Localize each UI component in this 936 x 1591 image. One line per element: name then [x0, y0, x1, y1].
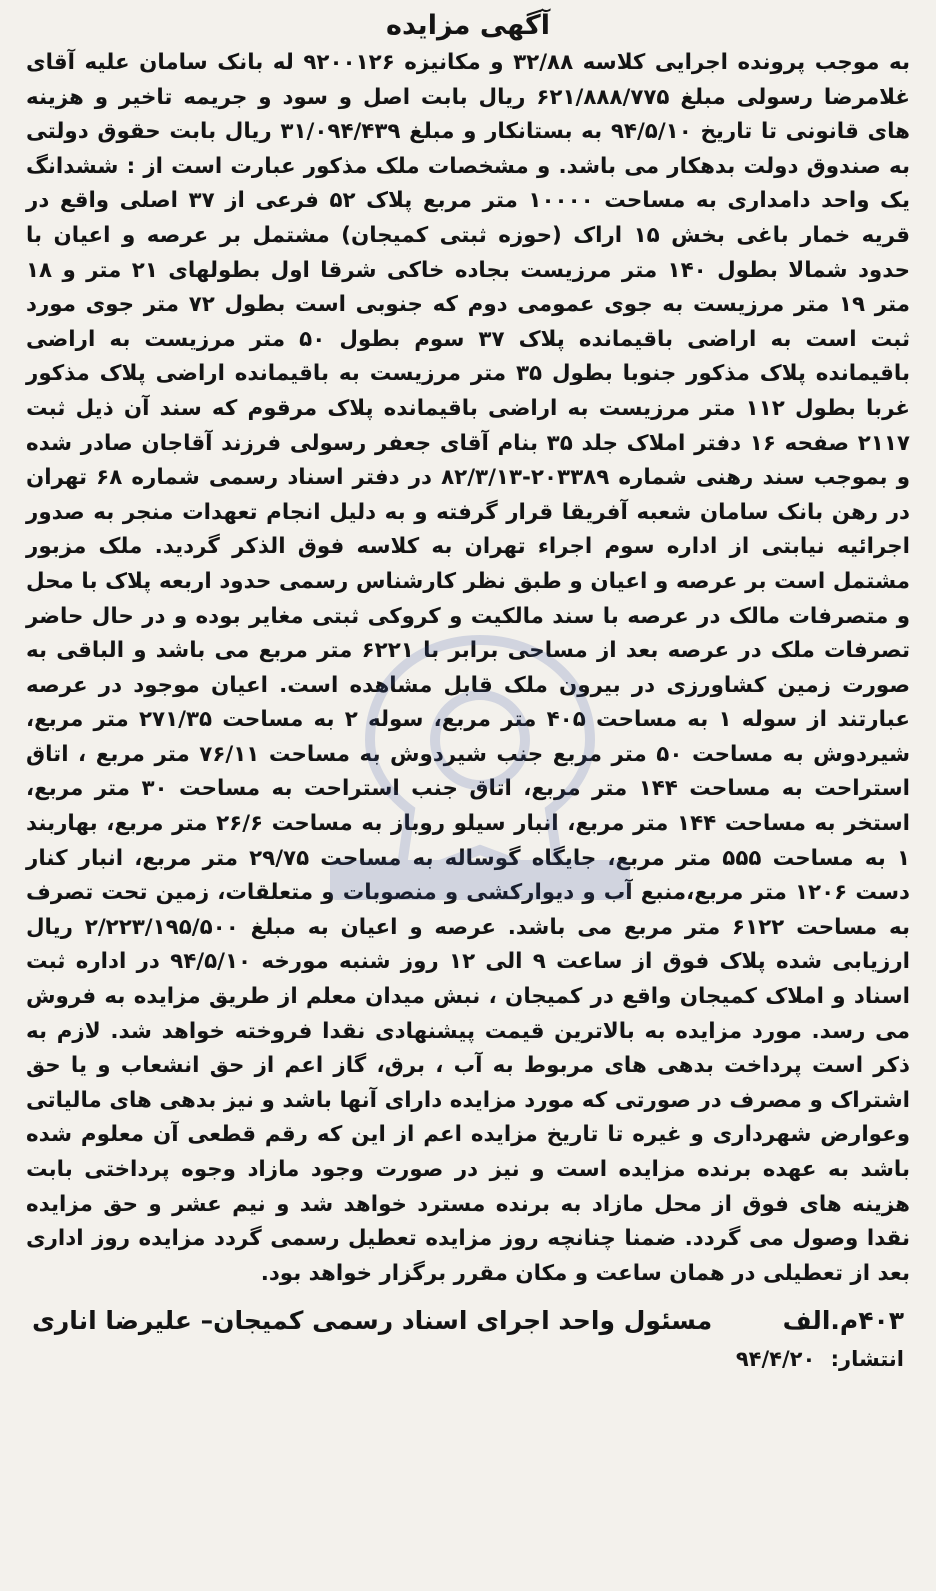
publication-date: ۹۴/۴/۲۰ — [735, 1347, 816, 1372]
notice-title: آگهی مزایده — [386, 10, 550, 41]
notice-body: به موجب پرونده اجرایی کلاسه ۳۲/۸۸ و مکانیزه ۹۲۰۰۱۲۶ له بانک سامان علیه آقای غلامرضا رسولی مبلغ ۶۲۱/۸۸۸/۷۷۵ ریال بابت اصل و سود و جریمه تاخیر و هزینه های قانونی تا تاریخ ۹۴/۵/۱۰ به بستانکار و مبلغ ۳۱/۰۹۴/۴۳۹ ریال بابت حقوق دولتی به صندوق دولت بدهکار می باشد. و مشخصات ملک مذکور عبارت است از : ششدانگ یک واحد دامداری به مساحت ۱۰۰۰۰ متر مربع پلاک ۵۲ فرعی از ۳۷ اصلی واقع در قریه خمار باغی بخش ۱۵ اراک (حوزه ثبتی کمیجان) مشتمل بر عرصه و اعیان با حدود شمالا بطول ۱۴۰ متر مرزیست بجاده خاکی شرقا اول بطولهای ۲۱ متر و ۱۸ متر ۱۹ متر مرزیست به جوی عمومی دوم که جنوبی است بطول ۷۲ متر جوی مورد ثبت است به اراضی باقیمانده پلاک ۳۷ سوم بطول ۵۰ متر مرزیست به اراضی باقیمانده پلاک مذکور جنوبا بطول ۳۵ متر مرزیست به باقیمانده اراضی پلاک مذکور غربا بطول ۱۱۲ متر مرزیست به اراضی باقیمانده پلاک مرقوم که سند آن ذیل ثبت ۲۱۱۷ صفحه ۱۶ دفتر املاک جلد ۳۵ بنام آقای جعفر رسولی فرزند آقاجان صادر شده و بموجب سند رهنی شماره ۲۰۳۳۸۹-۸۲/۳/۱۳ در دفتر اسناد رسمی شماره ۶۸ تهران در رهن بانک سامان شعبه آفریقا قرار گرفته و به دلیل انجام تعهدات منجر به صدور اجرائیه نیابتی از اداره سوم اجراء تهران به کلاسه فوق الذکر گردید. ملک مزبور مشتمل است بر عرصه و اعیان و طبق نظر کارشناس رسمی حدود اربعه پلاک با محل و متصرفات مالک در عرصه با سند مالکیت و کروکی ثبتی مغایر بوده و در حال حاضر تصرفات ملک در عرصه بعد از مساحی برابر با ۶۲۲۱ متر مربع می باشد و الباقی به صورت زمین کشاورزی در بیرون ملک قابل مشاهده است. اعیان موجود در عرصه عبارتند از سوله ۱ به مساحت ۴۰۵ متر مربع، سوله ۲ به مساحت ۲۷۱/۳۵ متر مربع، شیردوش به مساحت ۵۰ متر مربع جنب شیردوش به مساحت ۷۶/۱۱ متر مربع ، اتاق استراحت به مساحت ۱۴۴ متر مربع، اتاق جنب استراحت به مساحت ۳۰ متر مربع، استخر به مساحت ۱۴۴ متر مربع، انبار سیلو روباز به مساحت ۲۶/۶ متر مربع، بهاربند ۱ به مساحت ۵۵۵ متر مربع، جایگاه گوساله به مساحت ۲۹/۷۵ متر مربع، انبار کنار دست ۱۲۰۶ متر مربع،منبع آب و دیوارکشی و منصوبات و متعلقات، زمین تحت تصرف به مساحت ۶۱۲۲ متر مربع می باشد. عرصه و اعیان به مبلغ ۲/۲۲۳/۱۹۵/۵۰۰ ریال ارزیابی شده پلاک فوق از ساعت ۹ الی ۱۲ روز شنبه مورخه ۹۴/۵/۱۰ در اداره ثبت اسناد و املاک کمیجان واقع در کمیجان ، نبش میدان معلم از طریق مزایده به فروش می رسد. مورد مزایده به بالاترین قیمت پیشنهادی نقدا فروخته خواهد شد. لازم به ذکر است پرداخت بدهی های مربوط به آب ، برق، گاز اعم از حق انشعاب و یا حق اشتراک و مصرف در صورتی که مورد مزایده دارای آنها باشد و نیز بدهی های مالیاتی وعوارض شهرداری و غیره تا تاریخ مزایده اعم از این که رقم قطعی آن معلوم شده باشد به عهده برنده مزایده است و نیز در صورت وجود مازاد وجوه پرداختی بابت هزینه های فوق از محل مازاد به برنده مسترد خواهد شد و نیم عشر و حق مزایده نقدا وصول می گردد. ضمنا چنانچه روز مزایده تعطیل رسمی گردد مزایده روز اداری بعد از تعطیلی در همان ساعت و مکان مقرر برگزار خواهد بود. — [26, 50, 911, 1286]
publication-label: انتشار: — [830, 1347, 904, 1372]
reference-code: ۴۰۳م.الف — [782, 1306, 904, 1336]
signature-row — [26, 1303, 910, 1339]
official-signature: مسئول واحد اجرای اسناد رسمی کمیجان– علیرضا اناری — [32, 1306, 713, 1336]
publication-date-row — [26, 1343, 910, 1375]
